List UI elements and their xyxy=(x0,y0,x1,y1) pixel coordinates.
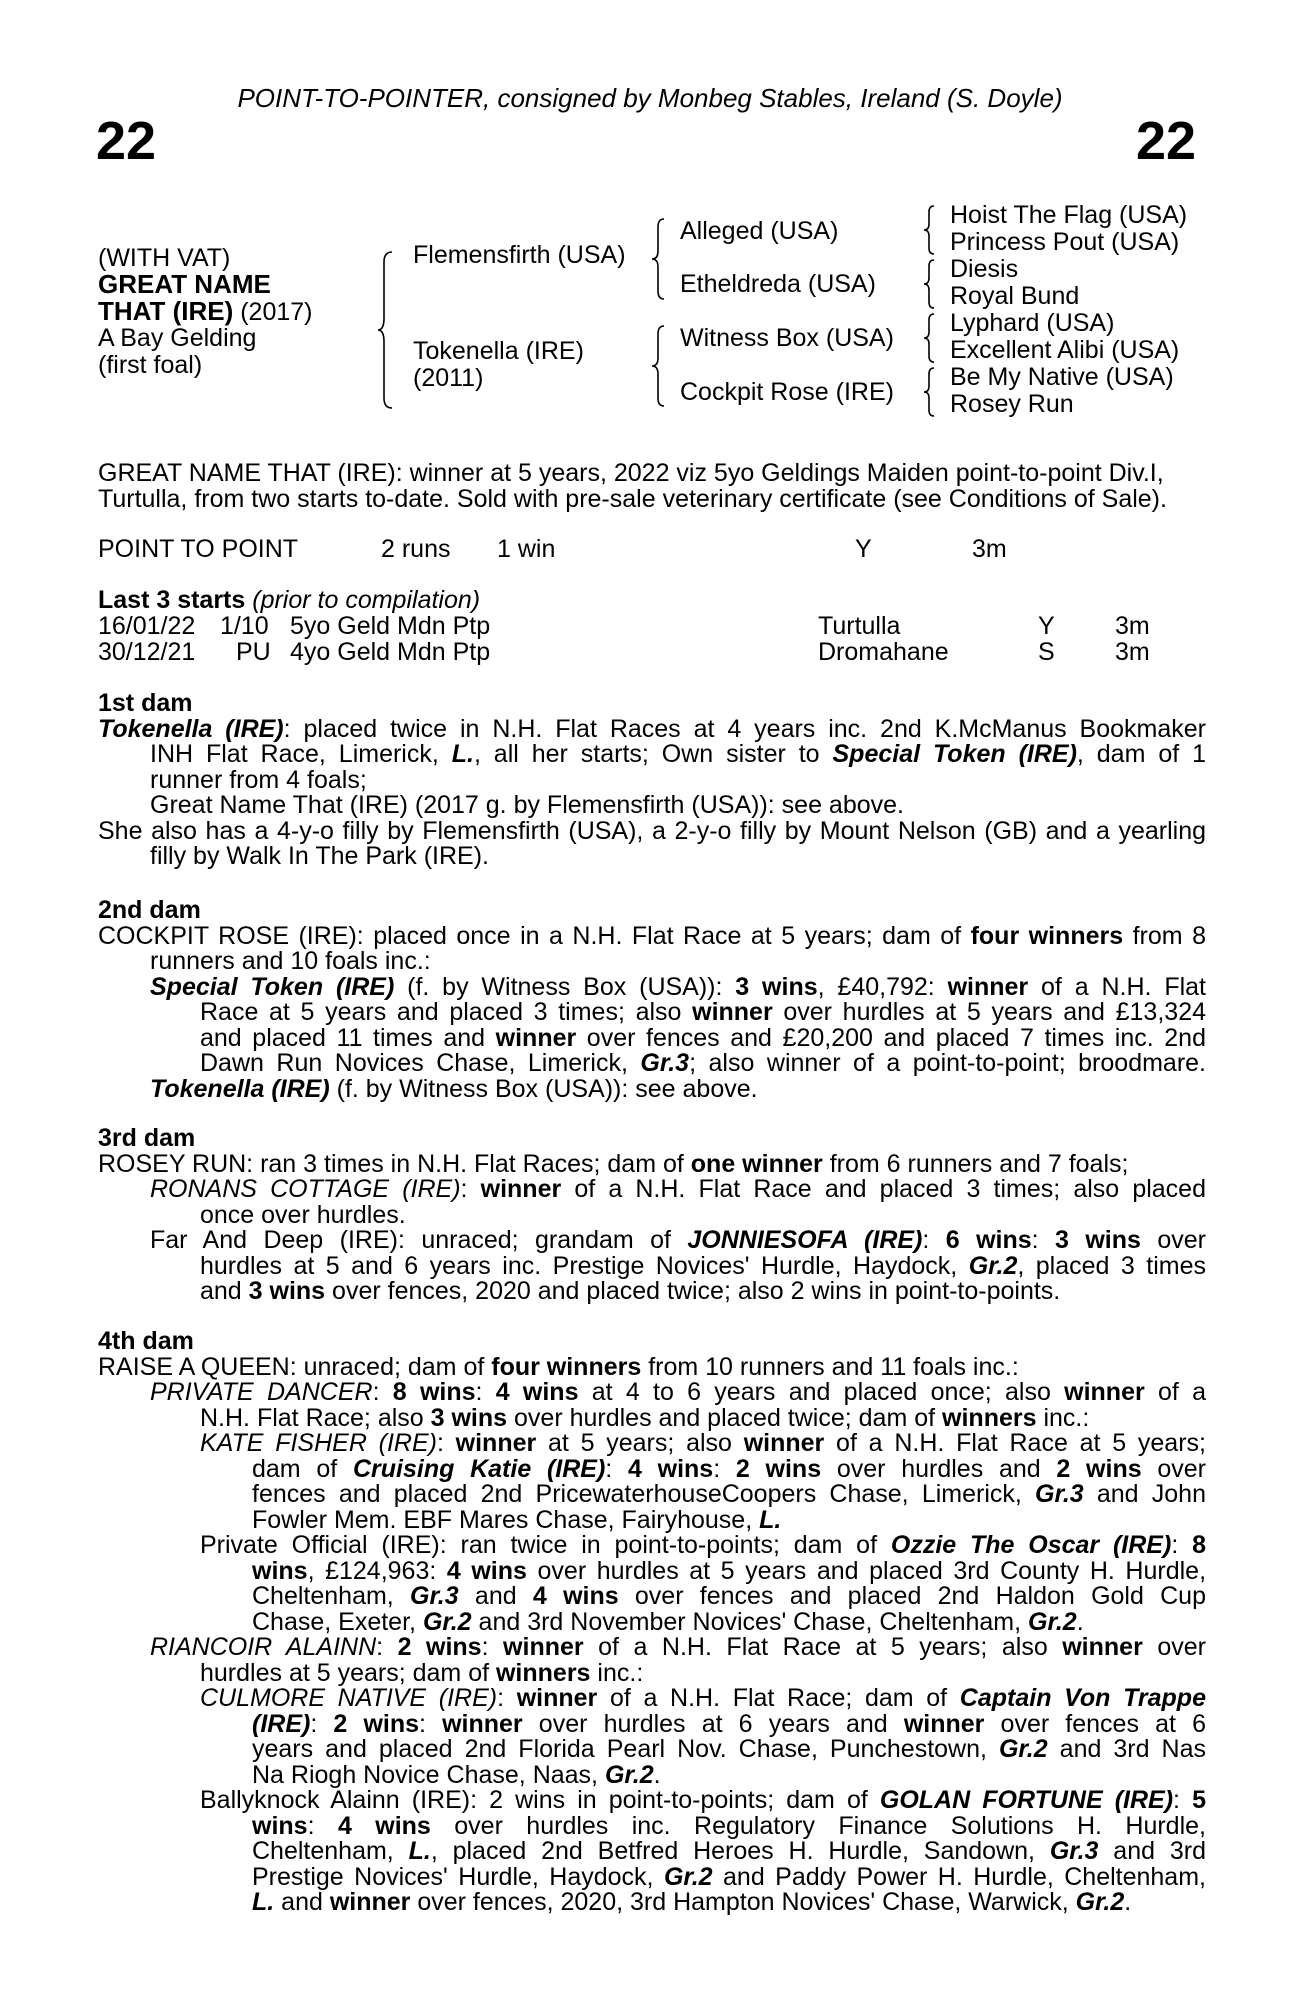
pedigree-line: Cheltenham, L., placed 2nd Betfred Heroes H. Hurdle, Sandown, Gr.3 and 3rd xyxy=(252,1837,1206,1865)
pedigree-dam-line1: Tokenella (IRE) xyxy=(413,337,584,365)
pedigree-line: KATE FISHER (IRE): winner at 5 years; also winner of a N.H. Flat Race at 5 years; xyxy=(200,1429,1206,1457)
start-date: 30/12/21 xyxy=(98,638,196,666)
pedigree-dam-sire: Witness Box (USA) xyxy=(680,324,894,352)
start-date: 16/01/22 xyxy=(98,612,196,640)
ggp-4: Royal Bund xyxy=(950,282,1080,310)
pedigree-line: filly by Walk In The Park (IRE). xyxy=(150,842,489,870)
start-distance: 3m xyxy=(1115,612,1150,640)
pedigree-line: N.H. Flat Race; also 3 wins over hurdles and placed twice; dam of winners inc.: xyxy=(200,1403,1090,1432)
start-position: 1/10 xyxy=(220,612,269,640)
pedigree-line: INH Flat Race, Limerick, L., all her starts; Own sister to Special Token (IRE), dam of 1 xyxy=(150,740,1206,768)
pedigree-line: Special Token (IRE) (f. by Witness Box (USA)): 3 wins, £40,792: winner of a N.H. Flat xyxy=(150,972,1206,1001)
fourth-dam-section xyxy=(98,1329,1206,1916)
second-dam-section xyxy=(98,898,1206,1102)
lot-number-right: 22 xyxy=(1136,111,1197,171)
ggp-3: Diesis xyxy=(950,255,1019,283)
pedigree-brace-main xyxy=(376,250,396,410)
section-title: 2nd dam xyxy=(98,896,201,924)
pedigree-line: Private Official (IRE): ran twice in point-to-points; dam of Ozzie The Oscar (IRE): 8 xyxy=(200,1531,1206,1559)
vat-note: (WITH VAT) xyxy=(98,244,231,272)
pedigree-line: Dawn Run Novices Chase, Limerick, Gr.3; also winner of a point-to-point; broodmare. xyxy=(200,1049,1206,1077)
pedigree-brace-ggp-2 xyxy=(922,258,936,310)
start-position: PU xyxy=(236,638,271,666)
last-starts-title: Last 3 starts xyxy=(98,586,246,614)
pedigree-line: L. and winner over fences, 2020, 3rd Hampton Novices' Chase, Warwick, Gr.2. xyxy=(252,1888,1132,1916)
record-wins: 1 win xyxy=(497,535,556,563)
pedigree-line: hurdles at 5 and 6 years inc. Prestige Novices' Hurdle, Haydock, Gr.2, placed 3 times xyxy=(200,1251,1206,1280)
section-title: 1st dam xyxy=(98,689,193,717)
pedigree-line: Ballyknock Alainn (IRE): 2 wins in point-to-points; dam of GOLAN FORTUNE (IRE): 5 xyxy=(200,1786,1206,1814)
record-distance: 3m xyxy=(972,535,1007,563)
pedigree-line: years and placed 2nd Florida Pearl Nov. Chase, Punchestown, Gr.2 and 3rd Nas xyxy=(252,1735,1206,1763)
pedigree-line: PRIVATE DANCER: 8 wins: 4 wins at 4 to 6 years and placed once; also winner of a xyxy=(150,1378,1206,1406)
pedigree-line: Chase, Exeter, Gr.2 and 3rd November Novices' Chase, Cheltenham, Gr.2. xyxy=(252,1607,1084,1636)
horse-name-line2-wrap xyxy=(98,296,313,326)
last-starts-note: (prior to compilation) xyxy=(245,586,481,614)
pedigree-line: and placed 11 times and winner over fences and £20,200 and placed 7 times inc. 2nd xyxy=(200,1023,1206,1052)
pedigree-line: runners and 10 foals inc.: xyxy=(150,947,431,975)
lot-number-left: 22 xyxy=(96,111,157,171)
pedigree-line: Tokenella (IRE) (f. by Witness Box (USA)): see above. xyxy=(150,1074,758,1103)
section-title: 4th dam xyxy=(98,1327,194,1355)
pedigree-line: CULMORE NATIVE (IRE): winner of a N.H. Flat Race; dam of Captain Von Trappe xyxy=(200,1684,1206,1712)
pedigree-line: (IRE): 2 wins: winner over hurdles at 6 years and winner over fences at 6 xyxy=(252,1709,1206,1738)
pedigree-dam-line2: (2011) xyxy=(413,364,484,392)
start-race: 5yo Geld Mdn Ptp xyxy=(290,612,491,640)
pedigree-line: She also has a 4-y-o filly by Flemensfirth (USA), a 2-y-o filly by Mount Nelson (GB) and a yearling xyxy=(98,816,1206,845)
pedigree-brace-dam xyxy=(650,324,666,408)
pedigree-line: Fowler Mem. EBF Mares Chase, Fairyhouse, L. xyxy=(252,1505,782,1534)
start-distance: 3m xyxy=(1115,638,1150,666)
ggp-1: Hoist The Flag (USA) xyxy=(950,201,1188,229)
record-going: Y xyxy=(855,535,872,563)
horse-name-line1: GREAT NAME xyxy=(98,269,271,299)
pedigree-sire-sire: Alleged (USA) xyxy=(680,217,839,245)
pedigree-brace-ggp-3 xyxy=(922,312,936,364)
start-going: Y xyxy=(1038,612,1055,640)
summary-paragraph xyxy=(98,461,1206,512)
start-course: Turtulla xyxy=(818,612,901,640)
ggp-2: Princess Pout (USA) xyxy=(950,228,1180,256)
pedigree-brace-ggp-4 xyxy=(922,366,936,418)
pedigree-line: Tokenella (IRE): placed twice in N.H. Flat Races at 4 years inc. 2nd K.McManus Bookmaker xyxy=(98,714,1206,743)
pedigree-line: wins, £124,963: 4 wins over hurdles at 5 years and placed 3rd County H. Hurdle, xyxy=(252,1556,1207,1585)
pedigree-sire-dam: Etheldreda (USA) xyxy=(680,270,876,298)
pedigree-line: Race at 5 years and placed 3 times; also winner over hurdles at 5 years and £13,324 xyxy=(200,998,1206,1026)
third-dam-section xyxy=(98,1126,1206,1305)
ggp-6: Excellent Alibi (USA) xyxy=(950,336,1180,364)
pedigree-brace-sire xyxy=(650,217,666,301)
pedigree-line: Great Name That (IRE) (2017 g. by Flemensfirth (USA)): see above. xyxy=(150,791,904,819)
ggp-8: Rosey Run xyxy=(950,390,1074,418)
pedigree-line: wins: 4 wins over hurdles inc. Regulatory Finance Solutions H. Hurdle, xyxy=(252,1811,1206,1840)
pedigree-line: Na Riogh Novice Chase, Naas, Gr.2. xyxy=(252,1760,661,1789)
consignor-line: POINT-TO-POINTER, consigned by Monbeg Stables, Ireland (S. Doyle) xyxy=(237,83,1063,113)
pedigree-brace-ggp-1 xyxy=(922,204,936,256)
foal-note: (first foal) xyxy=(98,351,203,379)
pedigree-line: Prestige Novices' Hurdle, Haydock, Gr.2 and Paddy Power H. Hurdle, Cheltenham, xyxy=(252,1862,1206,1891)
last-starts-heading xyxy=(98,588,480,614)
start-course: Dromahane xyxy=(818,638,949,666)
pedigree-line: Cheltenham, Gr.3 and 4 wins over fences and placed 2nd Haldon Gold Cup xyxy=(252,1582,1206,1610)
pedigree-line: and 3 wins over fences, 2020 and placed twice; also 2 wins in point-to-points. xyxy=(200,1277,1061,1305)
horse-name-line2: THAT (IRE) xyxy=(98,296,234,326)
foaling-year: (2017) xyxy=(233,298,313,326)
pedigree-line: ROSEY RUN: ran 3 times in N.H. Flat Races; dam of one winner from 6 runners and 7 foals; xyxy=(98,1149,1129,1178)
start-race: 4yo Geld Mdn Ptp xyxy=(290,638,491,666)
pedigree-line: once over hurdles. xyxy=(200,1200,406,1229)
record-runs: 2 runs xyxy=(381,535,451,563)
pedigree-line: runner from 4 foals; xyxy=(150,765,367,794)
pedigree-line: RIANCOIR ALAINN: 2 wins: winner of a N.H. Flat Race at 5 years; also winner over xyxy=(150,1633,1206,1661)
pedigree-line: fences and placed 2nd PricewaterhouseCoopers Chase, Limerick, Gr.3 and John xyxy=(252,1480,1206,1508)
first-dam-section xyxy=(98,691,1206,870)
pedigree-dam-dam: Cockpit Rose (IRE) xyxy=(680,378,894,406)
pedigree-line: Far And Deep (IRE): unraced; grandam of JONNIESOFA (IRE): 6 wins: 3 wins over xyxy=(150,1226,1206,1254)
start-going: S xyxy=(1038,638,1055,666)
pedigree-line: hurdles at 5 years; dam of winners inc.: xyxy=(200,1658,644,1687)
pedigree-line: RAISE A QUEEN: unraced; dam of four winners from 10 runners and 11 foals inc.: xyxy=(98,1352,1019,1381)
horse-description: A Bay Gelding xyxy=(98,324,257,352)
pedigree-line: RONANS COTTAGE (IRE): winner of a N.H. Flat Race and placed 3 times; also placed xyxy=(150,1175,1206,1203)
pedigree-line: dam of Cruising Katie (IRE): 4 wins: 2 wins over hurdles and 2 wins over xyxy=(252,1454,1206,1483)
pedigree-line: COCKPIT ROSE (IRE): placed once in a N.H. Flat Race at 5 years; dam of four winners from 8 xyxy=(98,921,1206,950)
summary-line: GREAT NAME THAT (IRE): winner at 5 years, 2022 viz 5yo Geldings Maiden point-to-point Div.I, xyxy=(98,459,1164,487)
record-label: POINT TO POINT xyxy=(98,535,299,563)
ggp-7: Be My Native (USA) xyxy=(950,363,1174,391)
ggp-5: Lyphard (USA) xyxy=(950,309,1115,337)
pedigree-sire: Flemensfirth (USA) xyxy=(413,241,626,269)
section-title: 3rd dam xyxy=(98,1124,196,1152)
summary-line: Turtulla, from two starts to-date. Sold with pre-sale veterinary certificate (see Conditions of Sale). xyxy=(98,484,1167,513)
